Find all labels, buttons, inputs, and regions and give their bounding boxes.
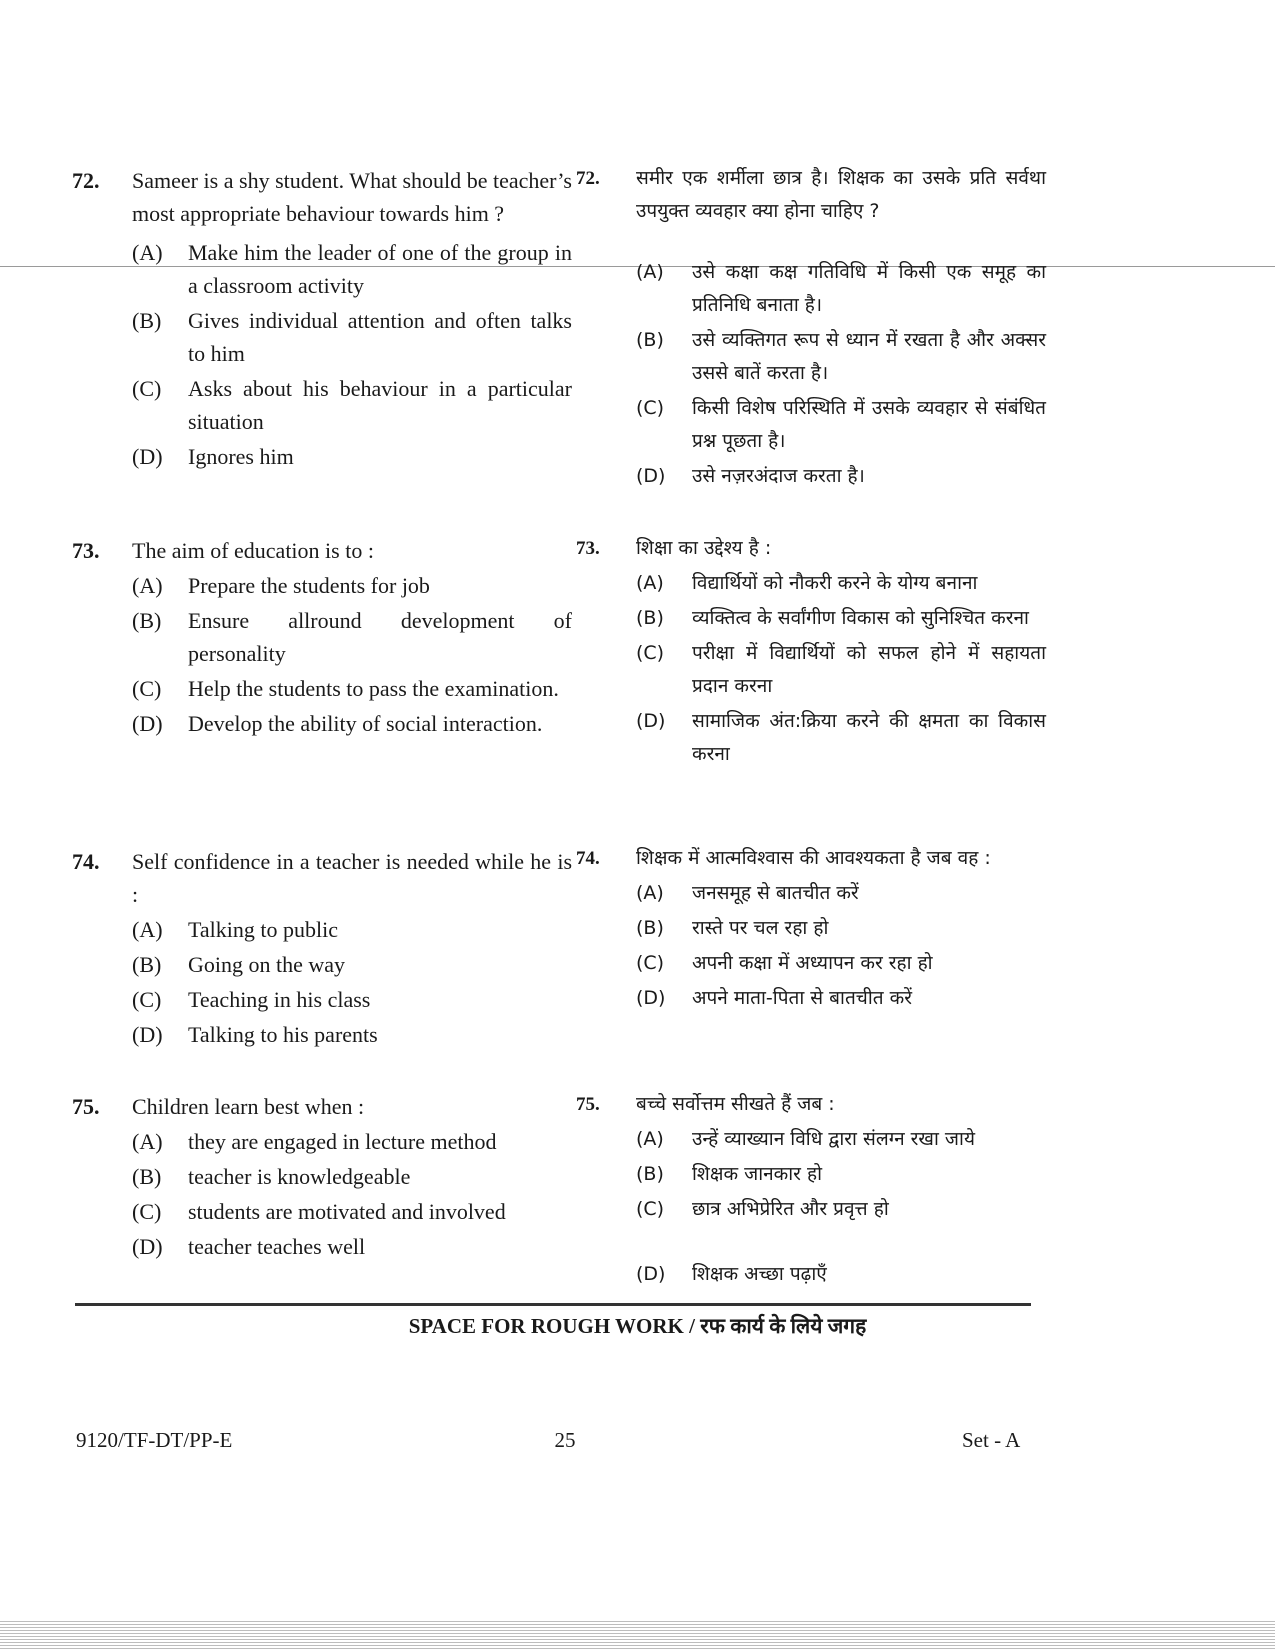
option-label: (D)	[132, 444, 163, 469]
option-label: (B)	[636, 607, 664, 629]
option-text: Talking to his parents	[188, 1022, 378, 1047]
option-label: (A)	[132, 573, 163, 598]
option-label: (B)	[132, 308, 162, 333]
option-label: (D)	[132, 1022, 163, 1047]
option-text: शिक्षक अच्छा पढ़ाएँ	[692, 1263, 827, 1285]
option-text: Ensure allround development of personality	[188, 608, 572, 666]
question-text: समीर एक शर्मीला छात्र है। शिक्षक का उसके प्रति सर्वथा उपयुक्त व्यवहार क्या होना चाहिए ?	[636, 167, 1046, 222]
question-text: Self confidence in a teacher is needed while he is :	[132, 849, 572, 907]
option-label: (A)	[132, 240, 163, 265]
option-label: (B)	[132, 952, 162, 977]
option-label: (B)	[636, 1163, 664, 1185]
question-number: 73.	[576, 538, 600, 559]
option-text: Talking to public	[188, 917, 338, 942]
option-label: (B)	[636, 329, 664, 351]
option-label: (C)	[636, 397, 665, 419]
set-label: Set - A	[962, 1428, 1021, 1452]
option-text: teacher teaches well	[188, 1234, 366, 1259]
option-text: teacher is knowledgeable	[188, 1164, 411, 1189]
question-text: शिक्षक में आत्मविश्वास की आवश्यकता है जब वह :	[636, 847, 991, 869]
page-number: 25	[554, 1428, 576, 1452]
option-text: उसे कक्षा कक्ष गतिविधि में किसी एक समूह का प्रतिनिधि बनाता है।	[692, 261, 1046, 316]
option-label: (A)	[636, 882, 664, 904]
option-text: Gives individual attention and often talks to him	[188, 308, 572, 366]
option-text: Teaching in his class	[188, 987, 371, 1012]
option-label: (D)	[636, 1263, 666, 1285]
option-text: व्यक्तित्व के सर्वांगीण विकास को सुनिश्चित करना	[692, 607, 1029, 629]
option-label: (D)	[132, 711, 163, 736]
option-label: (C)	[636, 952, 665, 974]
option-text: जनसमूह से बातचीत करें	[692, 882, 859, 904]
option-text: किसी विशेष परिस्थिति में उसके व्यवहार से संबंधित प्रश्न पूछता है।	[692, 397, 1046, 452]
option-text: विद्यार्थियों को नौकरी करने के योग्य बनाना	[692, 572, 978, 594]
question-number: 73.	[72, 538, 100, 563]
question-text: Sameer is a shy student. What should be teacher’s most appropriate behaviour towards him ?	[132, 168, 572, 226]
question-72-hi	[576, 162, 1046, 493]
option-text: सामाजिक अंत:क्रिया करने की क्षमता का विकास करना	[692, 710, 1046, 765]
option-label: (D)	[636, 987, 666, 1009]
question-number: 72.	[576, 168, 600, 189]
option-label: (A)	[636, 1128, 664, 1150]
option-text: they are engaged in lecture method	[188, 1129, 497, 1154]
question-text: The aim of education is to :	[132, 538, 374, 563]
option-text: शिक्षक जानकार हो	[692, 1163, 822, 1185]
option-label: (B)	[636, 917, 664, 939]
option-label: (D)	[636, 465, 666, 487]
question-number: 72.	[72, 168, 100, 193]
option-text: Help the students to pass the examination.	[188, 676, 559, 701]
question-75-en	[72, 1090, 572, 1263]
question-text: बच्चे सर्वोत्तम सीखते हैं जब :	[636, 1093, 835, 1115]
option-label: (A)	[636, 572, 664, 594]
option-label: (C)	[132, 1199, 162, 1224]
option-label: (B)	[132, 608, 162, 633]
paper-code: 9120/TF-DT/PP-E	[76, 1428, 233, 1452]
option-text: रास्ते पर चल रहा हो	[692, 917, 829, 939]
option-label: (C)	[132, 376, 162, 401]
option-text: Asks about his behaviour in a particular situation	[188, 376, 572, 434]
question-number: 75.	[576, 1094, 600, 1115]
option-label: (D)	[132, 1234, 163, 1259]
option-text: Make him the leader of one of the group in a classroom activity	[188, 240, 572, 298]
option-label: (A)	[636, 261, 664, 283]
option-text: उसे नज़रअंदाज करता है।	[692, 465, 865, 487]
option-text: अपनी कक्षा में अध्यापन कर रहा हो	[692, 952, 933, 974]
question-75-hi	[576, 1088, 1046, 1291]
option-label: (B)	[132, 1164, 162, 1189]
question-74-en	[72, 845, 572, 1051]
option-text: उन्हें व्याख्यान विधि द्वारा संलग्न रखा जाये	[692, 1128, 975, 1150]
rough-work-heading: SPACE FOR ROUGH WORK / रफ कार्य के लिये जगह	[408, 1314, 867, 1338]
option-text: छात्र अभिप्रेरित और प्रवृत्त हो	[692, 1198, 889, 1220]
option-text: परीक्षा में विद्यार्थियों को सफल होने में सहायता प्रदान करना	[692, 642, 1046, 697]
option-label: (C)	[132, 676, 162, 701]
question-text: Children learn best when :	[132, 1094, 365, 1119]
question-number: 75.	[72, 1094, 100, 1119]
option-text: Ignores him	[188, 444, 294, 469]
option-label: (C)	[132, 987, 162, 1012]
option-text: अपने माता-पिता से बातचीत करें	[692, 987, 912, 1009]
option-text: Develop the ability of social interaction.	[188, 711, 543, 736]
scan-artifact	[0, 1621, 1275, 1651]
option-label: (A)	[132, 1129, 163, 1154]
question-73-en	[72, 534, 572, 740]
option-label: (A)	[132, 917, 163, 942]
question-72-en	[72, 164, 572, 473]
option-text: Going on the way	[188, 952, 346, 977]
question-73-hi	[576, 532, 1046, 771]
question-74-hi	[576, 842, 1046, 1015]
divider-rule	[75, 1303, 1031, 1306]
option-label: (C)	[636, 1198, 665, 1220]
option-text: उसे व्यक्तिगत रूप से ध्यान में रखता है और अक्सर उससे बातें करता है।	[692, 329, 1046, 384]
option-text: Prepare the students for job	[188, 573, 430, 598]
question-number: 74.	[72, 849, 100, 874]
option-label: (D)	[636, 710, 666, 732]
option-label: (C)	[636, 642, 665, 664]
question-number: 74.	[576, 848, 600, 869]
question-text: शिक्षा का उद्देश्य है :	[636, 537, 772, 559]
option-text: students are motivated and involved	[188, 1199, 506, 1224]
